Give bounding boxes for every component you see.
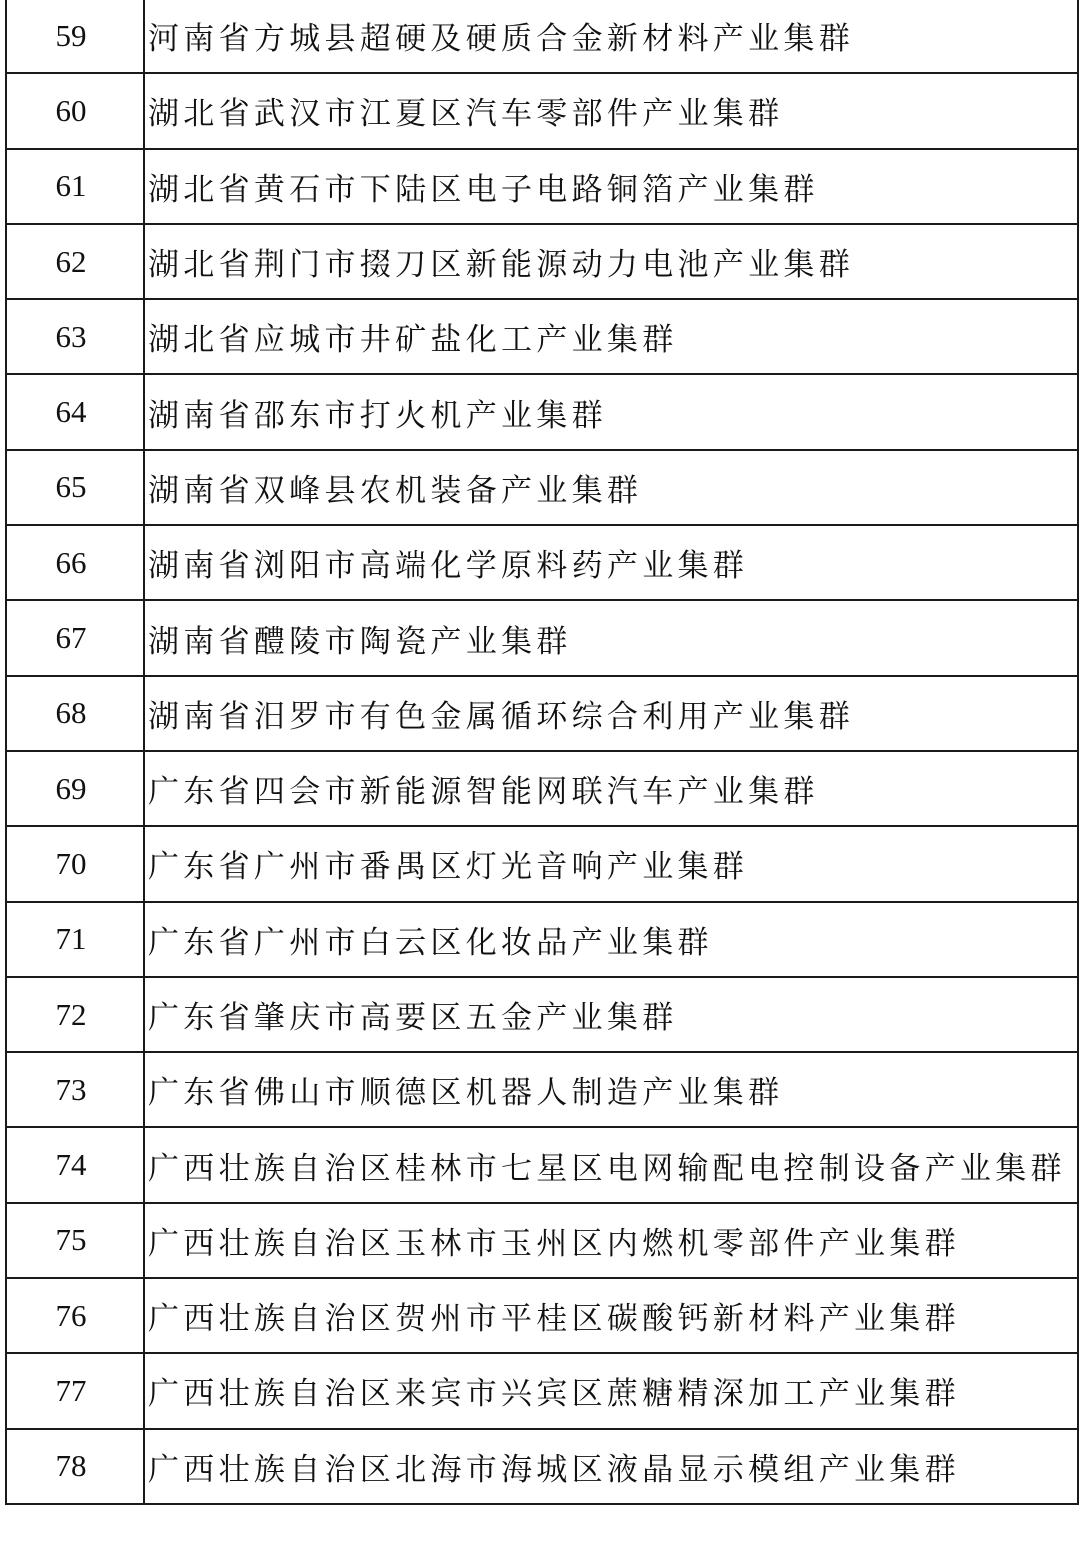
table-row <box>6 1429 1078 1504</box>
row-number: 78 <box>6 1429 144 1504</box>
cluster-name: 广东省肇庆市高要区五金产业集群 <box>144 977 1078 1052</box>
cluster-name: 河南省方城县超硬及硬质合金新材料产业集群 <box>144 0 1078 73</box>
row-number: 69 <box>6 751 144 826</box>
table-row <box>6 1127 1078 1202</box>
row-number: 59 <box>6 0 144 73</box>
cluster-name: 湖北省荆门市掇刀区新能源动力电池产业集群 <box>144 224 1078 299</box>
cluster-name: 湖南省双峰县农机装备产业集群 <box>144 450 1078 525</box>
table-row <box>6 977 1078 1052</box>
row-number: 64 <box>6 374 144 449</box>
table-row <box>6 1052 1078 1127</box>
table-row <box>6 149 1078 224</box>
cluster-name: 广东省广州市白云区化妆品产业集群 <box>144 902 1078 977</box>
table-row <box>6 0 1078 73</box>
table-row <box>6 1278 1078 1353</box>
row-number: 67 <box>6 600 144 675</box>
cluster-name: 湖北省黄石市下陆区电子电路铜箔产业集群 <box>144 149 1078 224</box>
table-row <box>6 525 1078 600</box>
row-number: 76 <box>6 1278 144 1353</box>
cluster-name: 湖南省醴陵市陶瓷产业集群 <box>144 600 1078 675</box>
cluster-name: 湖北省武汉市江夏区汽车零部件产业集群 <box>144 73 1078 148</box>
table-row <box>6 600 1078 675</box>
row-number: 63 <box>6 299 144 374</box>
row-number: 72 <box>6 977 144 1052</box>
row-number: 62 <box>6 224 144 299</box>
row-number: 74 <box>6 1127 144 1202</box>
cluster-name: 广西壮族自治区北海市海城区液晶显示模组产业集群 <box>144 1429 1078 1504</box>
table-row <box>6 826 1078 901</box>
row-number: 71 <box>6 902 144 977</box>
row-number: 61 <box>6 149 144 224</box>
cluster-name: 湖南省汨罗市有色金属循环综合利用产业集群 <box>144 676 1078 751</box>
table-row <box>6 224 1078 299</box>
row-number: 77 <box>6 1353 144 1428</box>
cluster-name: 广西壮族自治区来宾市兴宾区蔗糖精深加工产业集群 <box>144 1353 1078 1428</box>
table-row <box>6 73 1078 148</box>
table-row <box>6 676 1078 751</box>
table-row <box>6 299 1078 374</box>
table-row <box>6 1353 1078 1428</box>
table-row <box>6 1203 1078 1278</box>
table-row <box>6 374 1078 449</box>
cluster-name: 广西壮族自治区桂林市七星区电网输配电控制设备产业集群 <box>144 1127 1078 1202</box>
row-number: 75 <box>6 1203 144 1278</box>
row-number: 70 <box>6 826 144 901</box>
row-number: 66 <box>6 525 144 600</box>
table-row <box>6 902 1078 977</box>
cluster-name: 湖北省应城市井矿盐化工产业集群 <box>144 299 1078 374</box>
table-body <box>6 0 1078 1504</box>
row-number: 73 <box>6 1052 144 1127</box>
cluster-name: 广西壮族自治区玉林市玉州区内燃机零部件产业集群 <box>144 1203 1078 1278</box>
table-row <box>6 751 1078 826</box>
cluster-name: 广东省佛山市顺德区机器人制造产业集群 <box>144 1052 1078 1127</box>
cluster-name: 湖南省浏阳市高端化学原料药产业集群 <box>144 525 1078 600</box>
cluster-name: 湖南省邵东市打火机产业集群 <box>144 374 1078 449</box>
row-number: 65 <box>6 450 144 525</box>
row-number: 68 <box>6 676 144 751</box>
table-row <box>6 450 1078 525</box>
row-number: 60 <box>6 73 144 148</box>
cluster-name: 广东省广州市番禺区灯光音响产业集群 <box>144 826 1078 901</box>
cluster-name: 广东省四会市新能源智能网联汽车产业集群 <box>144 751 1078 826</box>
industry-cluster-table <box>5 0 1079 1505</box>
cluster-name: 广西壮族自治区贺州市平桂区碳酸钙新材料产业集群 <box>144 1278 1078 1353</box>
